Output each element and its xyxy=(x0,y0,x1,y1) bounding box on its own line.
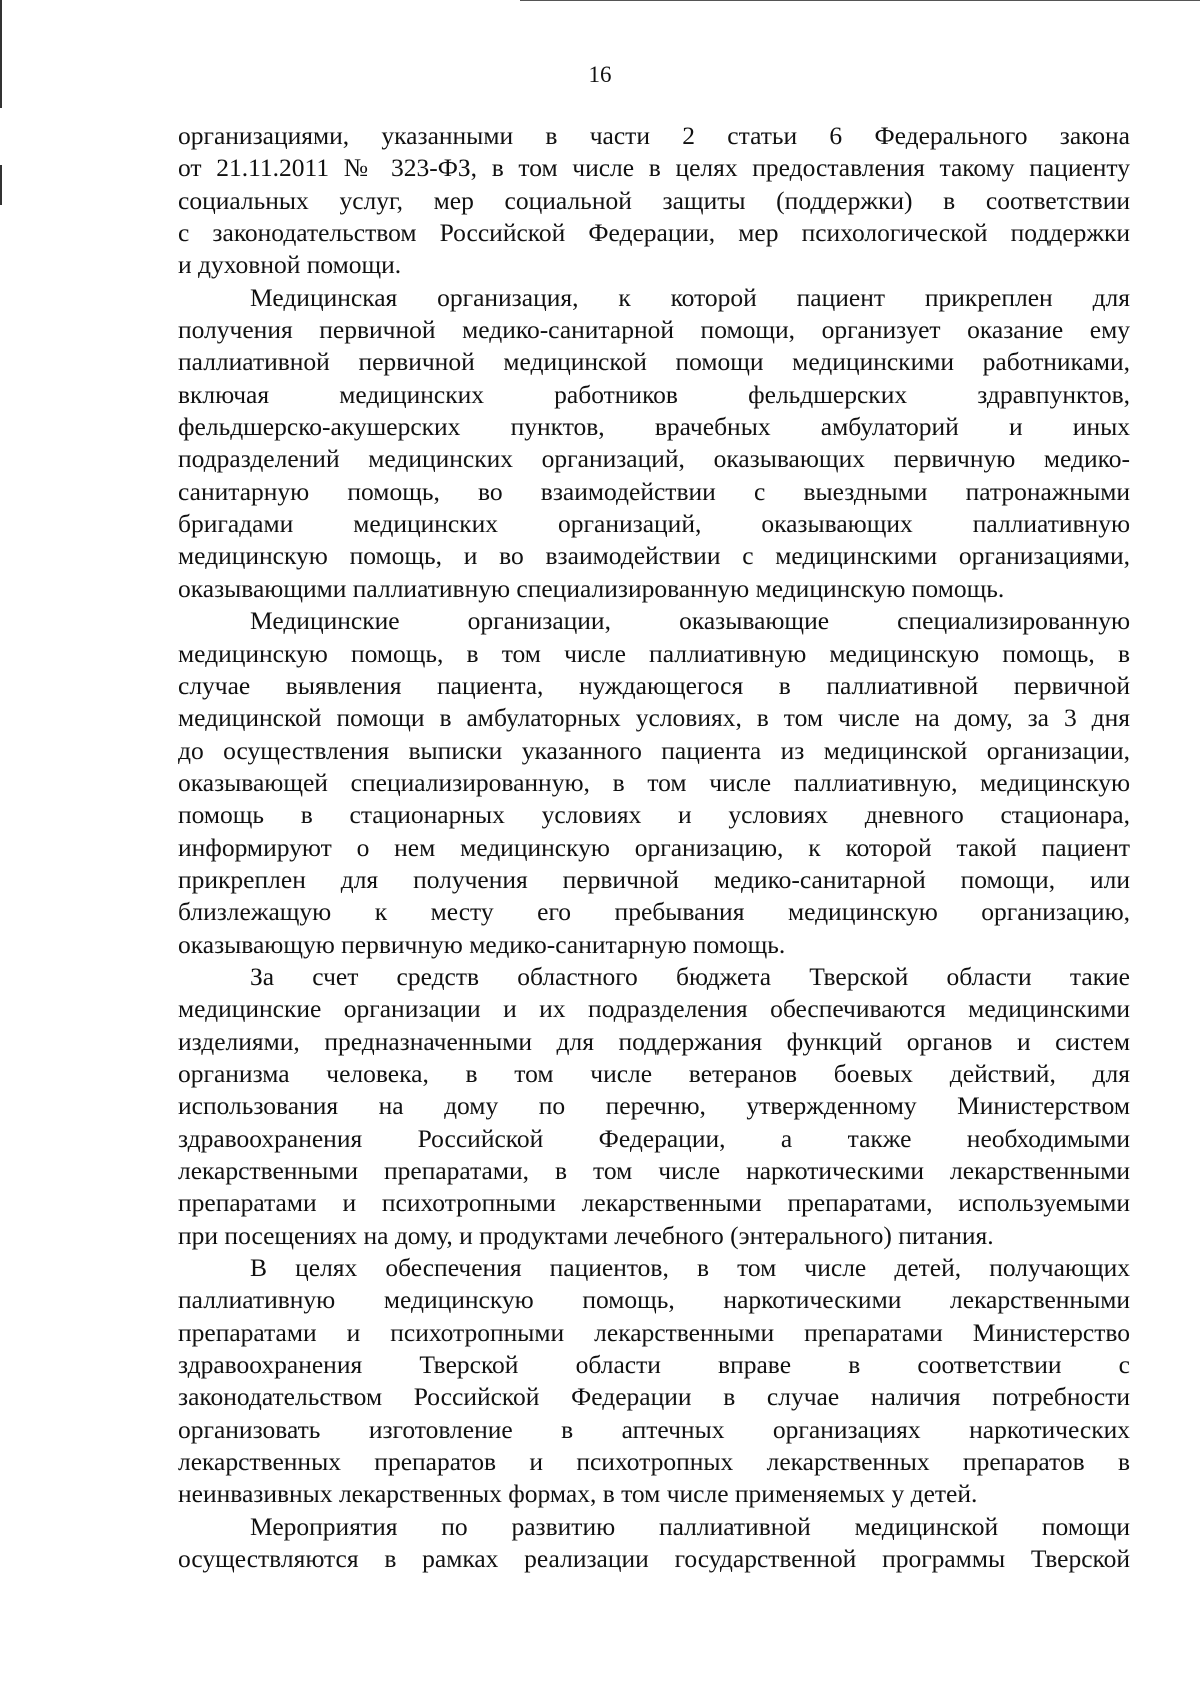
text-line: социальных услуг, мер социальной защиты (поддержки) в соответствии xyxy=(178,185,1130,215)
text-line: неинвазивных лекарственных формах, в том числе применяемых у детей. xyxy=(178,1479,978,1509)
text-line: оказывающей специализированную, в том числе паллиативную, медицинскую xyxy=(178,767,1130,797)
text-line: от 21.11.2011 № 323-ФЗ, в том числе в целях предоставления такому пациенту xyxy=(178,153,1130,183)
text-line: законодательством Российской Федерации в случае наличия потребности xyxy=(178,1382,1130,1412)
paragraph-1 xyxy=(178,120,1130,282)
text-line: включая медицинских работников фельдшерских здравпунктов, xyxy=(178,379,1130,409)
text-line: лекарственными препаратами, в том числе наркотическими лекарственными xyxy=(178,1156,1130,1185)
text-line: бригадами медицинских организаций, оказывающих паллиативную xyxy=(178,509,1130,539)
text-line: помощь в стационарных условиях и условиях дневного стационара, xyxy=(178,800,1130,830)
text-line: информируют о нем медицинскую организацию, к которой такой пациент xyxy=(178,832,1130,862)
text-line: оказывающими паллиативную специализированную медицинскую помощь. xyxy=(178,573,1005,603)
scan-edge-left-top xyxy=(0,0,2,108)
text-line: санитарную помощь, во взаимодействии с выездными патронажными xyxy=(178,476,1130,506)
text-line: паллиативную медицинскую помощь, наркотическими лекарственными xyxy=(178,1285,1130,1315)
text-line: В целях обеспечения пациентов, в том числе детей, получающих xyxy=(250,1253,1130,1283)
paragraph-6 xyxy=(178,1511,1130,1576)
text-line: получения первичной медико-санитарной помощи, организует оказание ему xyxy=(178,315,1130,345)
text-line: медицинской помощи в амбулаторных условиях, в том числе на дому, за 3 дня xyxy=(178,703,1130,733)
text-line: препаратами и психотропными лекарственными препаратами Министерство xyxy=(178,1317,1130,1347)
text-line: с законодательством Российской Федерации, мер психологической поддержки xyxy=(178,218,1130,248)
text-line: Медицинские организации, оказывающие специализированную xyxy=(250,606,1130,636)
text-line: до осуществления выписки указанного пациента из медицинской организации, xyxy=(178,735,1130,765)
text-line: изделиями, предназначенными для поддержания функций органов и систем xyxy=(178,1026,1130,1056)
text-line: препаратами и психотропными лекарственными препаратами, используемыми xyxy=(178,1188,1130,1218)
text-line: За счет средств областного бюджета Тверской области такие xyxy=(250,961,1130,991)
text-line: использования на дому по перечню, утвержденному Министерством xyxy=(178,1091,1130,1121)
text-line: оказывающую первичную медико-санитарную помощь. xyxy=(178,929,786,959)
paragraph-4 xyxy=(178,961,1130,1252)
scan-edge-top xyxy=(520,0,1200,1)
text-line: Мероприятия по развитию паллиативной медицинской помощи xyxy=(250,1511,1130,1541)
text-line: организациями, указанными в части 2 статьи 6 Федерального закона xyxy=(178,121,1130,150)
text-line: близлежащую к месту его пребывания медицинскую организацию, xyxy=(178,897,1130,927)
text-line: прикреплен для получения первичной медико-санитарной помощи, или xyxy=(178,864,1130,894)
paragraph-5 xyxy=(178,1252,1130,1511)
text-line: фельдшерско-акушерских пунктов, врачебных амбулаторий и иных xyxy=(178,412,1130,442)
paragraph-2 xyxy=(178,282,1130,605)
page-number: 16 xyxy=(588,62,612,87)
text-line: лекарственных препаратов и психотропных лекарственных препаратов в xyxy=(178,1447,1130,1477)
text-line: подразделений медицинских организаций, оказывающих первичную медико- xyxy=(178,444,1130,474)
document-body xyxy=(178,120,1130,1575)
text-line: медицинскую помощь, и во взаимодействии с медицинскими организациями, xyxy=(178,541,1130,571)
text-line: здравоохранения Тверской области вправе в соответствии с xyxy=(178,1350,1130,1380)
text-line: организовать изготовление в аптечных организациях наркотических xyxy=(178,1414,1130,1444)
scan-edge-left-mid xyxy=(0,165,2,205)
text-line: паллиативной первичной медицинской помощи медицинскими работниками, xyxy=(178,347,1130,377)
paragraph-3 xyxy=(178,605,1130,961)
text-line: и духовной помощи. xyxy=(178,250,402,280)
text-line: медицинскую помощь, в том числе паллиативную медицинскую помощь, в xyxy=(178,638,1130,668)
text-line: здравоохранения Российской Федерации, а также необходимыми xyxy=(178,1123,1130,1153)
text-line: медицинские организации и их подразделения обеспечиваются медицинскими xyxy=(178,994,1130,1024)
text-line: при посещениях на дому, и продуктами лечебного (энтерального) питания. xyxy=(178,1220,994,1250)
text-line: случае выявления пациента, нуждающегося в паллиативной первичной xyxy=(178,670,1130,700)
text-line: Медицинская организация, к которой пациент прикреплен для xyxy=(250,282,1130,312)
text-line: организма человека, в том числе ветеранов боевых действий, для xyxy=(178,1058,1130,1088)
text-line: осуществляются в рамках реализации государственной программы Тверской xyxy=(178,1544,1130,1574)
